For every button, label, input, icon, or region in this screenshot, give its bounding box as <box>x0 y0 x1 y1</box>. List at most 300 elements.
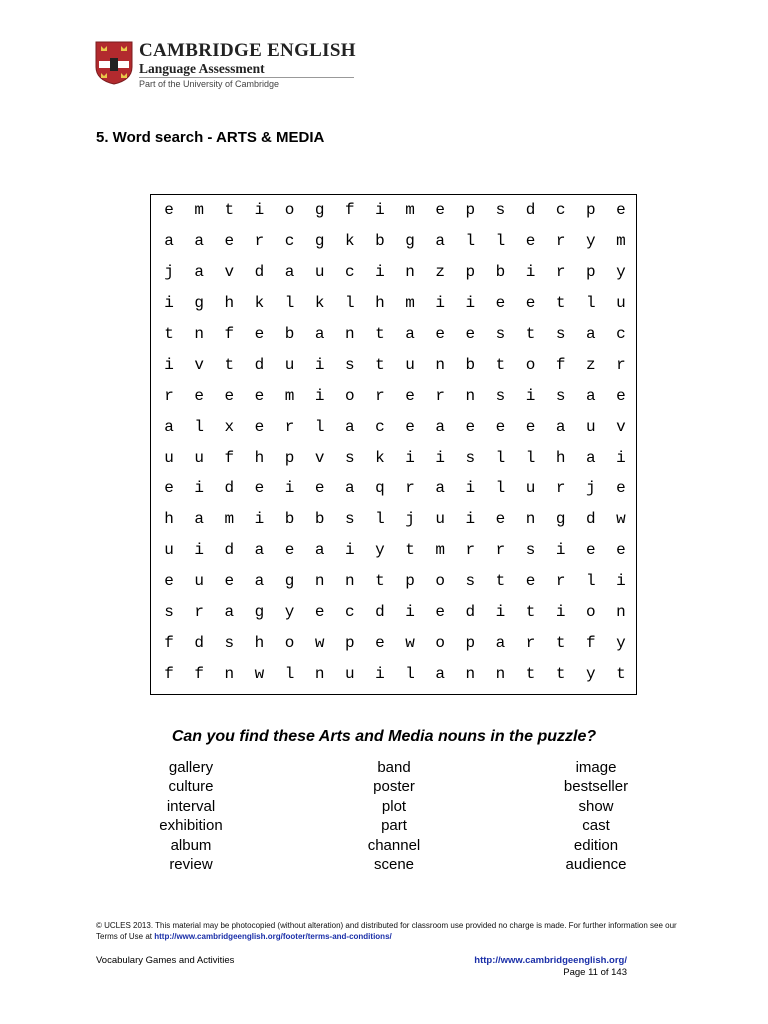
grid-letter[interactable]: s <box>345 448 355 467</box>
grid-letter[interactable]: c <box>345 603 355 622</box>
grid-letter[interactable]: m <box>194 201 204 220</box>
grid-letter[interactable]: k <box>254 294 265 313</box>
grid-letter[interactable]: a <box>224 603 235 622</box>
grid-letter[interactable]: h <box>375 294 385 313</box>
grid-letter[interactable]: t <box>164 325 174 343</box>
grid-letter[interactable]: e <box>525 572 536 591</box>
grid-letter[interactable]: c <box>284 232 295 251</box>
grid-letter[interactable]: a <box>586 448 596 467</box>
brand-name: CAMBRIDGE ENGLISH <box>139 40 356 61</box>
grid-letter[interactable]: a <box>435 664 445 683</box>
grid-letter[interactable]: i <box>405 603 415 622</box>
grid-letter[interactable]: n <box>465 386 476 405</box>
grid-letter[interactable]: c <box>555 201 566 220</box>
grid-letter[interactable]: d <box>375 603 385 622</box>
grid-letter[interactable]: f <box>164 633 174 652</box>
brand-subtitle: Language Assessment <box>139 61 265 76</box>
grid-letter[interactable]: j <box>586 479 596 498</box>
grid-letter[interactable]: v <box>194 355 204 374</box>
word-list-item: image <box>575 759 617 776</box>
grid-row <box>154 658 636 689</box>
grid-letter[interactable]: f <box>164 664 174 683</box>
grid-letter[interactable]: a <box>284 263 295 282</box>
grid-letter[interactable]: s <box>345 355 355 374</box>
grid-letter[interactable]: a <box>586 325 596 343</box>
grid-letter[interactable]: r <box>495 541 506 560</box>
grid-letter[interactable]: r <box>616 355 626 374</box>
grid-letter[interactable]: t <box>525 325 536 343</box>
grid-letter[interactable]: f <box>345 201 355 220</box>
grid-letter[interactable]: i <box>525 386 536 405</box>
grid-letter[interactable]: v <box>616 417 626 436</box>
grid-letter[interactable]: l <box>314 417 325 436</box>
grid-letter[interactable]: d <box>586 510 596 529</box>
grid-letter[interactable]: m <box>616 232 626 251</box>
word-list-item: plot <box>381 797 407 815</box>
cambridge-logo <box>95 41 365 91</box>
grid-letter[interactable]: y <box>375 541 385 560</box>
grid-letter[interactable]: d <box>224 479 235 498</box>
grid-letter[interactable]: n <box>616 603 626 622</box>
grid-letter[interactable]: g <box>314 201 325 220</box>
grid-letter[interactable]: y <box>586 232 596 251</box>
grid-letter[interactable]: s <box>555 386 566 405</box>
grid-letter[interactable]: m <box>405 201 415 220</box>
grid-letter[interactable]: i <box>284 479 295 498</box>
grid-letter[interactable]: l <box>345 294 355 313</box>
grid-letter[interactable]: i <box>495 603 506 622</box>
grid-letter[interactable]: e <box>616 386 626 405</box>
grid-letter[interactable]: i <box>375 201 385 220</box>
grid-row <box>154 257 636 288</box>
grid-letter[interactable]: g <box>314 232 325 251</box>
grid-letter[interactable]: e <box>465 417 476 436</box>
grid-letter[interactable]: a <box>314 325 325 343</box>
grid-letter[interactable]: e <box>164 572 174 591</box>
grid-row <box>154 380 636 411</box>
grid-letter[interactable]: f <box>555 355 566 374</box>
grid-row <box>154 566 636 597</box>
grid-letter[interactable]: r <box>555 232 566 251</box>
grid-letter[interactable]: m <box>435 541 445 560</box>
grid-letter[interactable]: x <box>224 417 235 436</box>
grid-letter[interactable]: s <box>465 572 476 591</box>
website-link[interactable]: http://www.cambridgeenglish.org/ <box>474 955 627 966</box>
word-list-item: interval <box>166 797 216 815</box>
grid-letter[interactable]: o <box>525 355 536 374</box>
grid-letter[interactable]: e <box>405 417 415 436</box>
grid-letter[interactable]: e <box>495 417 506 436</box>
word-list-item: culture <box>168 778 214 796</box>
grid-letter[interactable]: i <box>465 510 476 529</box>
grid-letter[interactable]: l <box>495 448 506 467</box>
grid-letter[interactable]: i <box>164 355 174 374</box>
grid-letter[interactable]: u <box>345 664 355 683</box>
grid-letter[interactable]: s <box>525 541 536 560</box>
grid-letter[interactable]: g <box>405 232 415 251</box>
grid-letter[interactable]: i <box>194 479 204 498</box>
grid-letter[interactable]: n <box>345 572 355 591</box>
grid-letter[interactable]: e <box>525 232 536 251</box>
grid-letter[interactable]: l <box>586 294 596 313</box>
grid-letter[interactable]: i <box>555 541 566 560</box>
grid-letter[interactable]: d <box>224 541 235 560</box>
grid-letter[interactable]: i <box>465 294 476 313</box>
grid-letter[interactable]: n <box>224 664 235 683</box>
grid-letter[interactable]: k <box>375 448 385 467</box>
word-list-item: album <box>170 836 212 854</box>
grid-letter[interactable]: e <box>254 325 265 343</box>
grid-letter[interactable]: u <box>314 263 325 282</box>
grid-letter[interactable]: i <box>194 541 204 560</box>
grid-letter[interactable]: n <box>465 664 476 683</box>
grid-letter[interactable]: s <box>224 633 235 652</box>
grid-letter[interactable]: i <box>405 448 415 467</box>
grid-letter[interactable]: a <box>164 232 174 251</box>
grid-letter[interactable]: r <box>284 417 295 436</box>
grid-letter[interactable]: i <box>314 386 325 405</box>
grid-letter[interactable]: e <box>586 541 596 560</box>
grid-letter[interactable]: i <box>435 294 445 313</box>
grid-letter[interactable]: i <box>375 664 385 683</box>
grid-letter[interactable]: d <box>525 201 536 220</box>
word-list-item: band <box>377 759 411 776</box>
grid-letter[interactable]: e <box>435 201 445 220</box>
grid-letter[interactable]: a <box>435 479 445 498</box>
grid-letter[interactable]: m <box>405 294 415 313</box>
grid-letter[interactable]: v <box>224 263 235 282</box>
copyright-notice <box>96 920 686 942</box>
grid-letter[interactable]: g <box>254 603 265 622</box>
grid-letter[interactable]: u <box>405 355 415 374</box>
grid-letter[interactable]: j <box>405 510 415 529</box>
grid-row <box>154 226 636 257</box>
grid-letter[interactable]: e <box>616 541 626 560</box>
grid-letter[interactable]: s <box>164 603 174 622</box>
grid-letter[interactable]: i <box>254 510 265 529</box>
word-list-item: bestseller <box>563 778 629 796</box>
grid-letter[interactable]: o <box>586 603 596 622</box>
grid-letter[interactable]: a <box>345 417 355 436</box>
grid-letter[interactable]: i <box>375 263 385 282</box>
grid-letter[interactable]: r <box>555 479 566 498</box>
grid-letter[interactable]: e <box>495 510 506 529</box>
grid-letter[interactable]: w <box>314 633 325 652</box>
grid-letter[interactable]: e <box>435 325 445 343</box>
grid-letter[interactable]: s <box>345 510 355 529</box>
grid-letter[interactable]: l <box>284 294 295 313</box>
grid-letter[interactable]: r <box>465 541 476 560</box>
grid-letter[interactable]: d <box>465 603 476 622</box>
grid-letter[interactable]: t <box>555 664 566 683</box>
grid-letter[interactable]: y <box>616 263 626 282</box>
grid-letter[interactable]: s <box>495 201 506 220</box>
terms-link[interactable]: http://www.cambridgeenglish.org/footer/terms-and-conditions/ <box>154 932 392 941</box>
grid-letter[interactable]: b <box>314 510 325 529</box>
word-list-column-3 <box>496 758 696 874</box>
grid-letter[interactable]: l <box>405 664 415 683</box>
word-list-item: part <box>381 817 407 835</box>
grid-letter[interactable]: n <box>194 325 204 343</box>
grid-letter[interactable]: n <box>314 664 325 683</box>
grid-letter[interactable]: e <box>284 541 295 560</box>
grid-letter[interactable]: e <box>616 201 626 220</box>
grid-letter[interactable]: i <box>465 479 476 498</box>
grid-letter[interactable]: a <box>254 572 265 591</box>
grid-letter[interactable]: p <box>586 201 596 220</box>
grid-letter[interactable]: e <box>405 386 415 405</box>
grid-letter[interactable]: u <box>164 541 174 560</box>
grid-letter[interactable]: e <box>254 479 265 498</box>
grid-letter[interactable]: z <box>435 263 445 282</box>
grid-letter[interactable]: t <box>224 355 235 374</box>
grid-letter[interactable]: y <box>284 603 295 622</box>
grid-letter[interactable]: f <box>194 664 204 683</box>
grid-letter[interactable]: o <box>435 633 445 652</box>
page-number: Page 11 of 143 <box>563 967 627 978</box>
grid-letter[interactable]: s <box>465 448 476 467</box>
grid-letter[interactable]: a <box>555 417 566 436</box>
grid-letter[interactable]: a <box>164 417 174 436</box>
grid-letter[interactable]: g <box>284 572 295 591</box>
word-search-grid <box>150 194 637 695</box>
grid-letter[interactable]: n <box>345 325 355 343</box>
grid-letter[interactable]: t <box>375 355 385 374</box>
grid-row <box>154 442 636 473</box>
grid-letter[interactable]: m <box>224 510 235 529</box>
grid-letter[interactable]: n <box>435 355 445 374</box>
word-list-item: cast <box>582 817 610 835</box>
grid-letter[interactable]: p <box>465 201 476 220</box>
grid-letter[interactable]: e <box>465 325 476 343</box>
grid-letter[interactable]: i <box>435 448 445 467</box>
grid-letter[interactable]: r <box>194 603 204 622</box>
grid-letter[interactable]: p <box>586 263 596 282</box>
grid-letter[interactable]: e <box>616 479 626 498</box>
grid-letter[interactable]: h <box>224 294 235 313</box>
grid-letter[interactable]: r <box>525 633 536 652</box>
grid-letter[interactable]: k <box>314 294 325 313</box>
grid-letter[interactable]: u <box>194 448 204 467</box>
grid-letter[interactable]: a <box>254 541 265 560</box>
grid-letter[interactable]: h <box>164 510 174 529</box>
word-list-item: edition <box>573 836 619 854</box>
brand-divider <box>139 77 354 78</box>
grid-letter[interactable]: t <box>405 541 415 560</box>
grid-letter[interactable]: u <box>525 479 536 498</box>
grid-letter[interactable]: r <box>435 386 445 405</box>
grid-letter[interactable]: p <box>405 572 415 591</box>
grid-letter[interactable]: e <box>224 386 235 405</box>
grid-letter[interactable]: r <box>375 386 385 405</box>
grid-letter[interactable]: d <box>254 263 265 282</box>
grid-letter[interactable]: e <box>194 386 204 405</box>
grid-letter[interactable]: i <box>345 541 355 560</box>
grid-letter[interactable]: y <box>616 633 626 652</box>
grid-letter[interactable]: p <box>345 633 355 652</box>
grid-letter[interactable]: e <box>495 294 506 313</box>
grid-letter[interactable]: t <box>495 355 506 374</box>
grid-letter[interactable]: u <box>194 572 204 591</box>
grid-letter[interactable]: n <box>405 263 415 282</box>
grid-letter[interactable]: o <box>284 201 295 220</box>
grid-letter[interactable]: i <box>616 448 626 467</box>
grid-letter[interactable]: b <box>284 325 295 343</box>
grid-letter[interactable]: e <box>224 572 235 591</box>
grid-letter[interactable]: e <box>435 603 445 622</box>
grid-letter[interactable]: w <box>616 510 626 529</box>
grid-letter[interactable]: e <box>224 232 235 251</box>
grid-letter[interactable]: l <box>375 510 385 529</box>
grid-row <box>154 195 636 226</box>
word-list-item: scene <box>373 856 415 874</box>
grid-letter[interactable]: g <box>194 294 204 313</box>
grid-letter[interactable]: h <box>254 448 265 467</box>
grid-letter[interactable]: k <box>345 232 355 251</box>
grid-letter[interactable]: t <box>555 633 566 652</box>
grid-letter[interactable]: o <box>435 572 445 591</box>
grid-letter[interactable]: p <box>465 263 476 282</box>
grid-letter[interactable]: r <box>164 386 174 405</box>
cambridge-crest-icon <box>95 41 133 85</box>
grid-letter[interactable]: e <box>254 386 265 405</box>
grid-letter[interactable]: a <box>194 232 204 251</box>
copyright-text: © UCLES 2013. This material may be photocopied (without alteration) and distributed for classroom use provided no charge is made. For further information see our Terms of Use at <box>96 921 677 941</box>
grid-letter[interactable]: s <box>495 386 506 405</box>
grid-letter[interactable]: l <box>284 664 295 683</box>
grid-letter[interactable]: a <box>405 325 415 343</box>
grid-letter[interactable]: r <box>555 572 566 591</box>
grid-letter[interactable]: z <box>586 355 596 374</box>
grid-letter[interactable]: h <box>555 448 566 467</box>
grid-letter[interactable]: i <box>164 294 174 313</box>
grid-row <box>154 319 636 350</box>
grid-letter[interactable]: n <box>525 510 536 529</box>
grid-letter[interactable]: p <box>465 633 476 652</box>
grid-row <box>154 349 636 380</box>
grid-letter[interactable]: i <box>525 263 536 282</box>
grid-letter[interactable]: c <box>345 263 355 282</box>
grid-letter[interactable]: t <box>525 603 536 622</box>
grid-letter[interactable]: e <box>375 633 385 652</box>
grid-letter[interactable]: n <box>495 664 506 683</box>
grid-letter[interactable]: o <box>345 386 355 405</box>
grid-letter[interactable]: i <box>254 201 265 220</box>
grid-letter[interactable]: a <box>495 633 506 652</box>
grid-letter[interactable]: n <box>314 572 325 591</box>
grid-letter[interactable]: l <box>495 232 506 251</box>
grid-letter[interactable]: e <box>314 479 325 498</box>
grid-letter[interactable]: q <box>375 479 385 498</box>
grid-letter[interactable]: e <box>164 201 174 220</box>
grid-letter[interactable]: f <box>224 448 235 467</box>
grid-letter[interactable]: a <box>194 263 204 282</box>
grid-letter[interactable]: l <box>194 417 204 436</box>
grid-letter[interactable]: e <box>525 294 536 313</box>
grid-letter[interactable]: s <box>495 325 506 343</box>
grid-letter[interactable]: t <box>525 664 536 683</box>
grid-letter[interactable]: b <box>375 232 385 251</box>
grid-letter[interactable]: f <box>224 325 235 343</box>
grid-letter[interactable]: h <box>254 633 265 652</box>
grid-letter[interactable]: a <box>194 510 204 529</box>
grid-letter[interactable]: t <box>375 325 385 343</box>
grid-letter[interactable]: r <box>254 232 265 251</box>
grid-letter[interactable]: e <box>254 417 265 436</box>
word-list-item: exhibition <box>159 817 223 835</box>
grid-letter[interactable]: i <box>555 603 566 622</box>
grid-row <box>154 627 636 658</box>
grid-letter[interactable]: w <box>405 633 415 652</box>
grid-letter[interactable]: e <box>314 603 325 622</box>
grid-letter[interactable]: s <box>555 325 566 343</box>
grid-letter[interactable]: i <box>616 572 626 591</box>
grid-letter[interactable]: l <box>465 232 476 251</box>
document-title: Vocabulary Games and Activities <box>96 955 235 966</box>
grid-letter[interactable]: w <box>254 664 265 683</box>
grid-letter[interactable]: d <box>194 633 204 652</box>
grid-letter[interactable]: l <box>525 448 536 467</box>
brand-tagline: Part of the University of Cambridge <box>139 79 280 89</box>
grid-letter[interactable]: l <box>495 479 506 498</box>
grid-letter[interactable]: t <box>224 201 235 220</box>
grid-letter[interactable]: e <box>164 479 174 498</box>
grid-letter[interactable]: b <box>465 355 476 374</box>
grid-letter[interactable]: r <box>555 263 566 282</box>
word-list-item: channel <box>367 836 421 854</box>
grid-letter[interactable]: u <box>164 448 174 467</box>
grid-letter[interactable]: t <box>555 294 566 313</box>
grid-letter[interactable]: a <box>435 417 445 436</box>
word-list-column-2 <box>294 758 494 874</box>
grid-letter[interactable]: y <box>586 664 596 683</box>
grid-letter[interactable]: m <box>284 386 295 405</box>
grid-row <box>154 473 636 504</box>
grid-letter[interactable]: u <box>616 294 626 313</box>
grid-letter[interactable]: b <box>495 263 506 282</box>
grid-letter[interactable]: c <box>616 325 626 343</box>
page-title: 5. Word search - ARTS & MEDIA <box>96 129 325 146</box>
grid-letter[interactable]: g <box>555 510 566 529</box>
grid-letter[interactable]: p <box>284 448 295 467</box>
word-list-item: poster <box>373 778 415 796</box>
grid-letter[interactable]: u <box>586 417 596 436</box>
grid-letter[interactable]: a <box>435 232 445 251</box>
grid-letter[interactable]: u <box>284 355 295 374</box>
grid-letter[interactable]: t <box>495 572 506 591</box>
grid-letter[interactable]: t <box>375 572 385 591</box>
grid-letter[interactable]: e <box>525 417 536 436</box>
instruction-question: Can you find these Arts and Media nouns in the puzzle? <box>171 728 597 745</box>
grid-letter[interactable]: b <box>284 510 295 529</box>
grid-letter[interactable]: l <box>586 572 596 591</box>
grid-row <box>154 597 636 628</box>
grid-letter[interactable]: c <box>375 417 385 436</box>
grid-letter[interactable]: a <box>586 386 596 405</box>
grid-letter[interactable]: f <box>586 633 596 652</box>
grid-letter[interactable]: a <box>314 541 325 560</box>
grid-letter[interactable]: o <box>284 633 295 652</box>
grid-letter[interactable]: u <box>435 510 445 529</box>
grid-letter[interactable]: j <box>164 263 174 282</box>
grid-letter[interactable]: i <box>314 355 325 374</box>
grid-letter[interactable]: r <box>405 479 415 498</box>
grid-letter[interactable]: d <box>254 355 265 374</box>
grid-letter[interactable]: t <box>616 664 626 683</box>
grid-letter[interactable]: v <box>314 448 325 467</box>
grid-letter[interactable]: a <box>345 479 355 498</box>
grid-row <box>154 411 636 442</box>
